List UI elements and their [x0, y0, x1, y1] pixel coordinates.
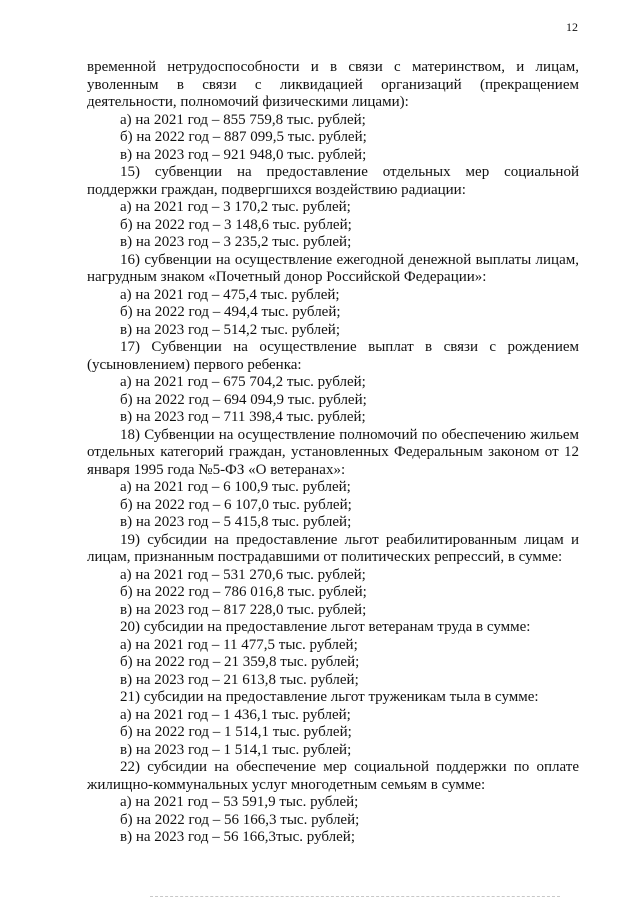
- list-item: а) на 2021 год – 475,4 тыс. рублей;: [120, 286, 340, 303]
- list-item: в) на 2023 год – 3 235,2 тыс. рублей;: [120, 234, 352, 250]
- paragraph: временной нетрудоспособности и в связи с материнством, и лицам, уволенным в связи с ликвидацией организаций (прекращением деятельности, полномочий физическими лицами):: [87, 59, 579, 110]
- list-item: в) на 2023 год – 21 613,8 тыс. рублей;: [120, 671, 359, 688]
- list-item: б) на 2022 год – 887 099,5 тыс. рублей;: [120, 129, 367, 145]
- list-item: а) на 2021 год – 3 170,2 тыс. рублей;: [120, 199, 351, 215]
- list-item: в) на 2023 год – 817 228,0 тыс. рублей;: [120, 601, 367, 618]
- list-item: а) на 2021 год – 53 591,9 тыс. рублей;: [120, 794, 359, 810]
- list-item: а) на 2021 год – 11 477,5 тыс. рублей;: [120, 636, 358, 653]
- list-item: в) на 2023 год – 711 398,4 тыс. рублей;: [120, 409, 366, 425]
- list-item: 21) субсидии на предоставление льгот труженикам тыла в сумме:: [120, 689, 539, 705]
- list-item: в) на 2023 год – 514,2 тыс. рублей;: [120, 321, 340, 338]
- list-item: а) на 2021 год – 855 759,8 тыс. рублей;: [120, 111, 366, 128]
- list-item: а) на 2021 год – 675 704,2 тыс. рублей;: [120, 374, 366, 390]
- paragraph: 19) субсидии на предоставление льгот реабилитированным лицам и лицам, признанным пострадавшими от политических репрессий, в сумме:: [87, 531, 579, 565]
- list-item: б) на 2022 год – 3 148,6 тыс. рублей;: [120, 216, 352, 233]
- list-item: в) на 2023 год – 56 166,3тыс. рублей;: [120, 829, 355, 845]
- list-item: в) на 2023 год – 1 514,1 тыс. рублей;: [120, 741, 352, 758]
- list-item: б) на 2022 год – 56 166,3 тыс. рублей;: [120, 811, 360, 828]
- list-item: б) на 2022 год – 1 514,1 тыс. рублей;: [120, 724, 352, 740]
- list-item: а) на 2021 год – 531 270,6 тыс. рублей;: [120, 566, 366, 583]
- list-item: в) на 2023 год – 921 948,0 тыс. рублей;: [120, 146, 367, 163]
- list-item: б) на 2022 год – 494,4 тыс. рублей;: [120, 304, 341, 320]
- list-item: б) на 2022 год – 21 359,8 тыс. рублей;: [120, 654, 360, 670]
- list-item: б) на 2022 год – 786 016,8 тыс. рублей;: [120, 584, 367, 600]
- paragraph: 18) Субвенции на осуществление полномочий по обеспечению жильем отдельных категорий граждан, установленных Федеральным законом от 12 января 1995 года №5-ФЗ «О ветеранах»:: [87, 426, 579, 478]
- paragraph: 17) Субвенции на осуществление выплат в связи с рождением (усыновлением) первого ребенка:: [87, 339, 579, 373]
- list-item: 20) субсидии на предоставление льгот ветеранам труда в сумме:: [120, 619, 531, 635]
- paragraph: 15) субвенции на предоставление отдельных мер социальной поддержки граждан, подвергшихся воздействию радиации:: [87, 164, 579, 198]
- list-item: а) на 2021 год – 1 436,1 тыс. рублей;: [120, 706, 351, 723]
- page-number: 12: [566, 20, 578, 34]
- list-item: в) на 2023 год – 5 415,8 тыс. рублей;: [120, 514, 352, 530]
- paragraph: 22) субсидии на обеспечение мер социальной поддержки по оплате жилищно-коммунальных услуг многодетным семьям в сумме:: [87, 759, 579, 793]
- list-item: б) на 2022 год – 694 094,9 тыс. рублей;: [120, 391, 367, 408]
- paragraph: 16) субвенции на осуществление ежегодной денежной выплаты лицам, нагрудным знаком «Почетный донор Российской Федерации»:: [87, 251, 579, 285]
- list-item: б) на 2022 год – 6 107,0 тыс. рублей;: [120, 496, 352, 513]
- scan-edge-line: [150, 896, 560, 897]
- document-body: [87, 59, 579, 847]
- list-item: а) на 2021 год – 6 100,9 тыс. рублей;: [120, 479, 351, 495]
